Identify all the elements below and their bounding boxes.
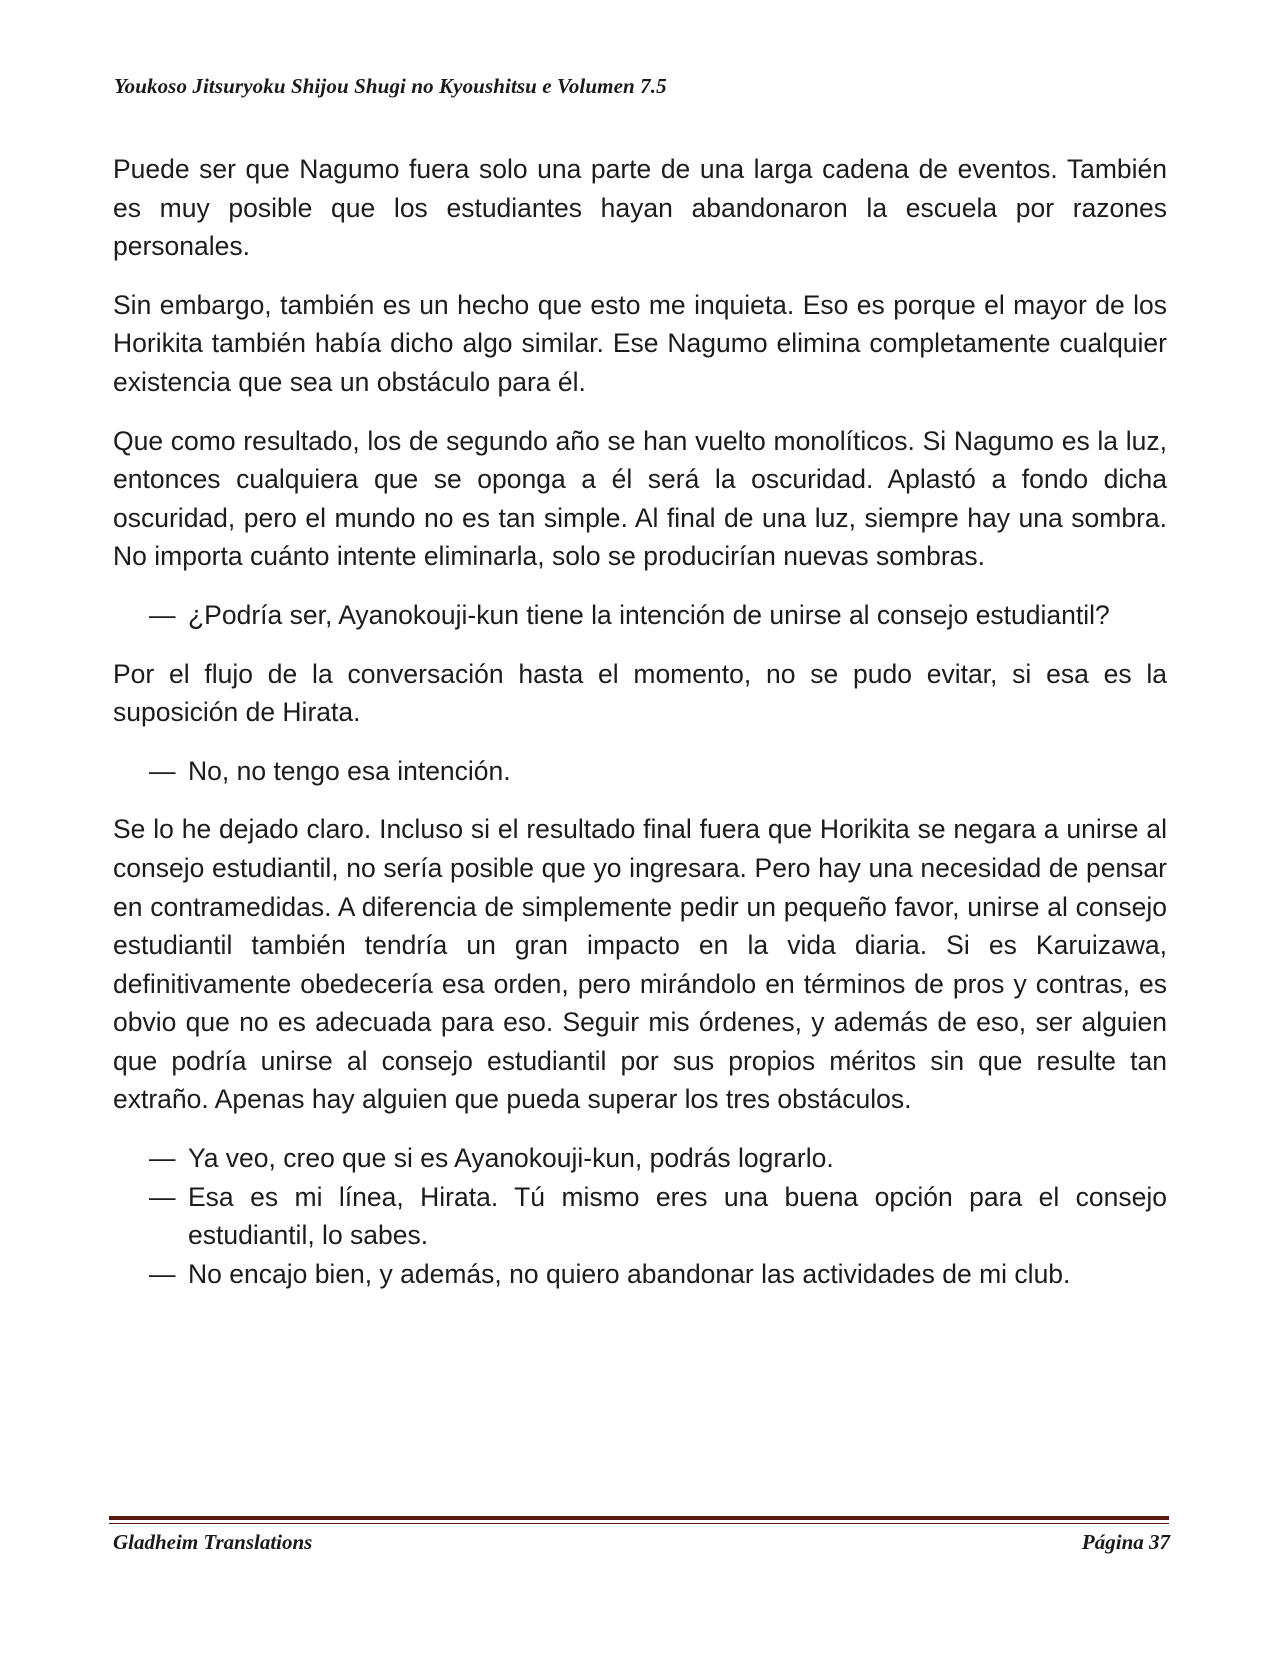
header-title: Youkoso Jitsuryoku Shijou Shugi no Kyoushitsu e Volumen 7.5 <box>114 74 667 98</box>
dialogue-line-4 <box>113 1178 1167 1255</box>
paragraph-1: Puede ser que Nagumo fuera solo una parte de una larga cadena de eventos. También es muy posible que los estudiantes hayan abandonaron la escuela por razones personales. <box>113 154 1167 262</box>
footer-divider <box>109 1516 1169 1520</box>
paragraph-4: Por el flujo de la conversación hasta el momento, no se pudo evitar, si esa es la suposición de Hirata. <box>113 658 1167 728</box>
footer-divider-thin <box>109 1523 1169 1524</box>
paragraph-3: Que como resultado, los de segundo año se han vuelto monolíticos. Si Nagumo es la luz, entonces cualquiera que se oponga a él será la oscuridad. Aplastó a fondo dicha oscuridad, pero el mundo no es tan simple. Al final de una luz, siempre hay una sombra. No importa cuánto intente eliminarla, solo se producirían nuevas sombras. <box>113 425 1167 572</box>
dialogue-dash: — <box>149 599 176 630</box>
dialogue-text-3: Ya veo, creo que si es Ayanokouji-kun, podrás lograrlo. <box>188 1143 834 1174</box>
dialogue-line-1 <box>113 596 1167 635</box>
paragraph-2: Sin embargo, también es un hecho que esto me inquieta. Eso es porque el mayor de los Horikita también había dicho algo similar. Ese Nagumo elimina completamente cualquier existencia que sea un obstáculo para él. <box>113 289 1167 397</box>
dialogue-dash: — <box>149 755 176 786</box>
dialogue-line-5 <box>113 1255 1167 1294</box>
page-body <box>113 150 1167 1293</box>
footer-translator: Gladheim Translations <box>113 1530 313 1554</box>
page-number: Página 37 <box>1081 1530 1170 1554</box>
dialogue-dash: — <box>149 1143 176 1174</box>
dialogue-line-2 <box>113 752 1167 791</box>
dialogue-text-5: No encajo bien, y además, no quiero abandonar las actividades de mi club. <box>188 1258 1071 1289</box>
dialogue-text-2: No, no tengo esa intención. <box>188 755 511 786</box>
paragraph-5: Se lo he dejado claro. Incluso si el resultado final fuera que Horikita se negara a unirse al consejo estudiantil, no sería posible que yo ingresara. Pero hay una necesidad de pensar en contramedidas. A diferencia de simplemente pedir un pequeño favor, unirse al consejo estudiantil también tendría un gran impacto en la vida diaria. Si es Karuizawa, definitivamente obedecería esa orden, pero mirándolo en términos de pros y contras, es obvio que no es adecuada para eso. Seguir mis órdenes, y además de eso, ser alguien que podría unirse al consejo estudiantil por sus propios méritos sin que resulte tan extraño. Apenas hay alguien que pueda superar los tres obstáculos. <box>113 814 1167 1115</box>
dialogue-dash: — <box>149 1258 176 1289</box>
dialogue-text-1: ¿Podría ser, Ayanokouji-kun tiene la intención de unirse al consejo estudiantil? <box>188 599 1110 630</box>
dialogue-dash: — <box>149 1181 176 1212</box>
dialogue-line-3 <box>113 1139 1167 1178</box>
dialogue-text-4: Esa es mi línea, Hirata. Tú mismo eres una buena opción para el consejo estudiantil, lo sabes. <box>188 1181 1167 1251</box>
